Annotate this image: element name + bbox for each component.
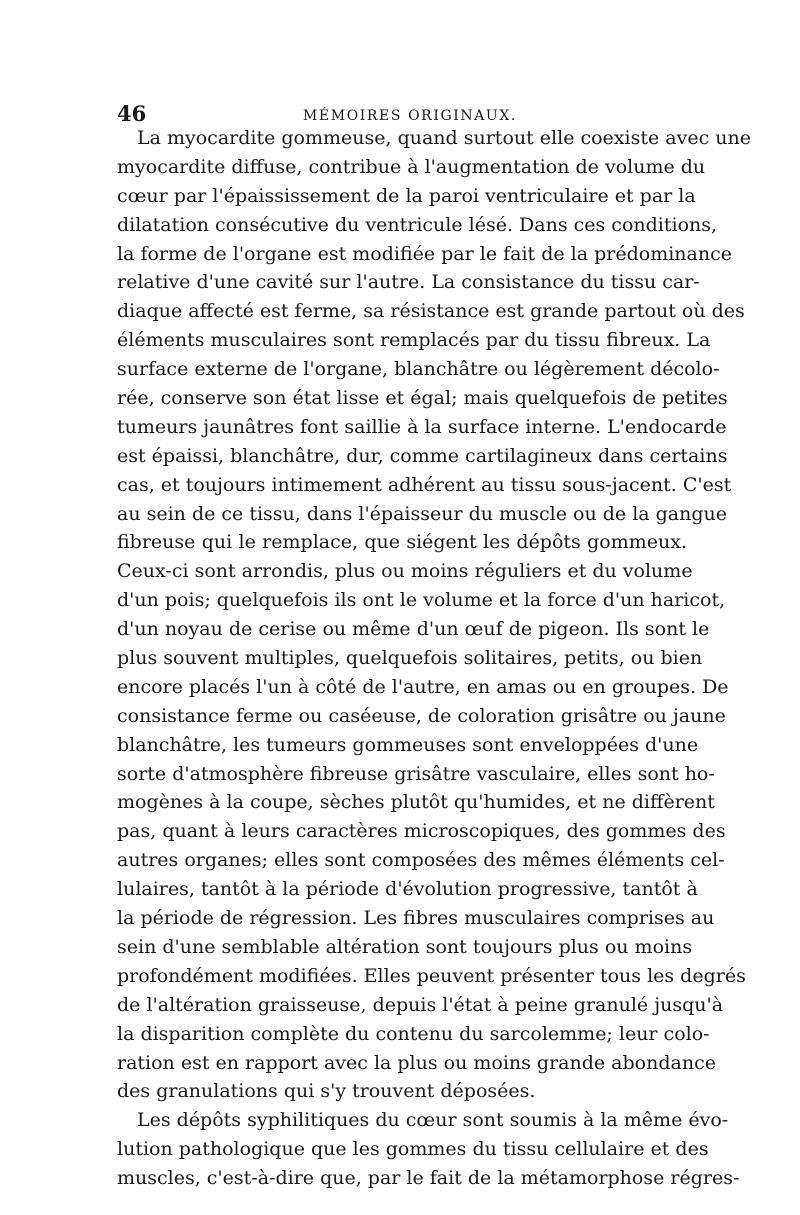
text-line: des granulations qui s'y trouvent déposées.: [117, 1080, 536, 1103]
text-line: lulaires, tantôt à la période d'évolution progressive, tantôt à: [117, 878, 698, 901]
text-line: cœur par l'épaississement de la paroi ventriculaire et par la: [117, 184, 696, 207]
text-line: autres organes; elles sont composées des mêmes éléments cel-: [117, 849, 725, 872]
text-line: mogènes à la coupe, sèches plutôt qu'humides, et ne diffèrent: [117, 791, 715, 814]
text-line: plus souvent multiples, quelquefois solitaires, petits, ou bien: [117, 647, 703, 670]
text-line: consistance ferme ou caséeuse, de coloration grisâtre ou jaune: [117, 704, 726, 727]
text-line: fibreuse qui le remplace, que siégent les dépôts gommeux.: [117, 531, 687, 554]
text-line: sorte d'atmosphère fibreuse grisâtre vasculaire, elles sont ho-: [117, 762, 715, 785]
text-line: la disparition complète du contenu du sarcolemme; leur colo-: [117, 1022, 710, 1045]
running-title: MÉMOIRES ORIGINAUX.: [303, 108, 517, 124]
text-line: encore placés l'un à côté de l'autre, en amas ou en groupes. De: [117, 675, 729, 698]
text-line: la période de régression. Les fibres musculaires comprises au: [117, 907, 715, 930]
text-line: diaque affecté est ferme, sa résistance est grande partout où des: [117, 300, 745, 323]
text-line: rée, conserve son état lisse et égal; mais quelquefois de petites: [117, 387, 728, 410]
text-line: lution pathologique que les gommes du tissu cellulaire et des: [117, 1138, 709, 1161]
text-line: Ceux-ci sont arrondis, plus ou moins réguliers et du volume: [117, 560, 693, 583]
text-line: la forme de l'organe est modifiée par le fait de la prédominance: [117, 242, 732, 265]
text-line: de l'altération graisseuse, depuis l'état à peine granulé jusqu'à: [117, 993, 724, 1016]
page-number: 46: [117, 101, 147, 126]
text-line: blanchâtre, les tumeurs gommeuses sont enveloppées d'une: [117, 733, 699, 756]
text-line: d'un pois; quelquefois ils ont le volume et la force d'un haricot,: [117, 589, 726, 612]
text-line: surface externe de l'organe, blanchâtre ou légèrement décolo-: [117, 358, 720, 381]
text-line: au sein de ce tissu, dans l'épaisseur du muscle ou de la gangue: [117, 502, 728, 525]
text-line: relative d'une cavité sur l'autre. La consistance du tissu car-: [117, 271, 700, 294]
text-line: d'un noyau de cerise ou même d'un œuf de pigeon. Ils sont le: [117, 618, 710, 641]
body-text: [117, 124, 751, 1193]
text-line: muscles, c'est-à-dire que, par le fait de la métamorphose régres-: [117, 1167, 740, 1190]
text-line: sein d'une semblable altération sont toujours plus ou moins: [117, 935, 693, 958]
text-line: Les dépôts syphilitiques du cœur sont soumis à la même évo-: [137, 1109, 729, 1132]
text-line: pas, quant à leurs caractères microscopiques, des gommes des: [117, 820, 726, 843]
text-line: tumeurs jaunâtres font saillie à la surface interne. L'endocarde: [117, 415, 727, 438]
text-line: cas, et toujours intimement adhérent au tissu sous-jacent. C'est: [117, 473, 732, 496]
text-line: dilatation consécutive du ventricule lésé. Dans ces conditions,: [117, 213, 718, 236]
text-line: éléments musculaires sont remplacés par du tissu fibreux. La: [117, 329, 711, 352]
text-line: myocardite diffuse, contribue à l'augmentation de volume du: [117, 155, 706, 178]
text-line: profondément modifiées. Elles peuvent présenter tous les degrés: [117, 964, 746, 987]
text-line: La myocardite gommeuse, quand surtout elle coexiste avec une: [137, 127, 751, 149]
text-line: ration est en rapport avec la plus ou moins grande abondance: [117, 1051, 716, 1074]
text-line: est épaissi, blanchâtre, dur, comme cartilagineux dans certains: [117, 444, 728, 467]
